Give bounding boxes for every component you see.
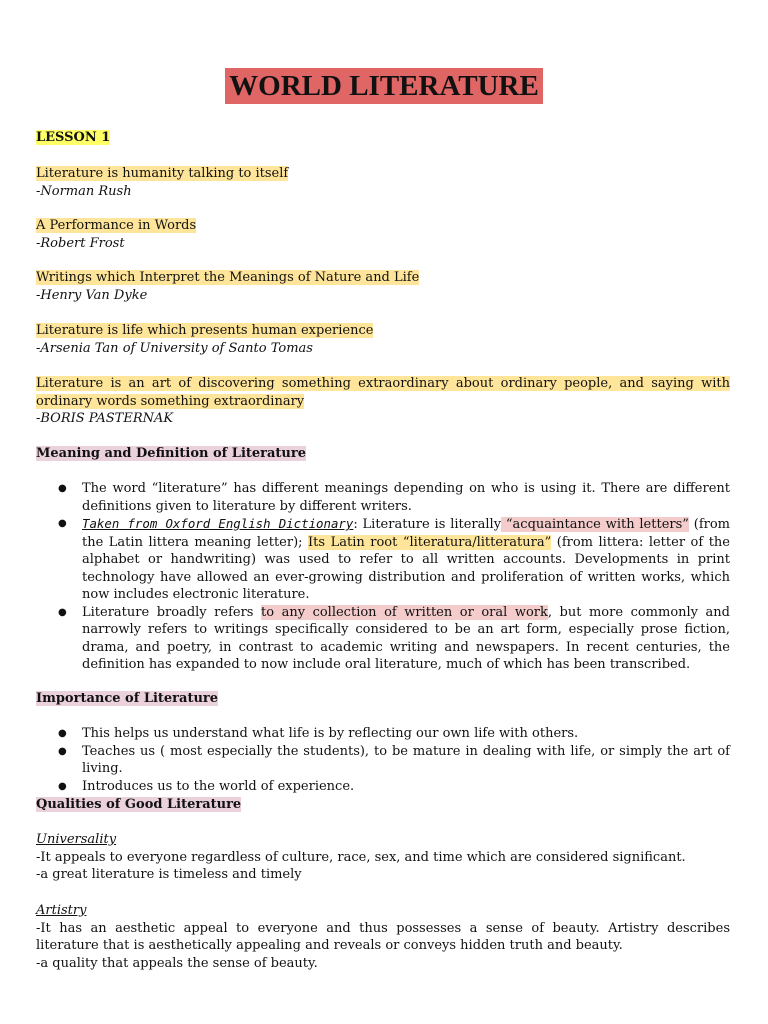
- quality-name: Universality: [36, 832, 117, 847]
- quality-line: -a quality that appeals the sense of beauty.: [36, 955, 318, 971]
- importance-heading: Importance of Literature: [36, 691, 219, 706]
- quality-name: Artistry: [36, 903, 87, 918]
- quote-1: [36, 165, 730, 200]
- quote-text: A Performance in Words: [36, 218, 197, 233]
- quote-author: -Henry Van Dyke: [36, 287, 148, 303]
- highlight: “acquaintance with letters”: [501, 517, 689, 532]
- quality-line: -a great literature is timeless and timely: [36, 867, 302, 882]
- quote-author: -Robert Frost: [36, 235, 125, 251]
- qualities-heading-wrap: [36, 796, 730, 814]
- list-item: ● Introduces us to the world of experience.: [36, 778, 730, 796]
- lesson-label-wrap: [36, 129, 730, 147]
- meaning-heading: Meaning and Definition of Literature: [36, 446, 307, 461]
- list-item: ● The word “literature” has different meanings depending on who is using it. There are different definitions given to literature by different writers.: [36, 480, 730, 515]
- quote-author: -BORIS PASTERNAK: [36, 411, 174, 426]
- quality-line: -It appeals to everyone regardless of culture, race, sex, and time which are considered significant.: [36, 849, 686, 865]
- qualities-heading: Qualities of Good Literature: [36, 797, 242, 812]
- quote-author: -Norman Rush: [36, 183, 132, 199]
- quote-text: Literature is humanity talking to itself: [36, 166, 289, 181]
- source-citation: Taken from Oxford English Dictionary: [82, 516, 354, 531]
- quote-2: [36, 217, 730, 252]
- quote-5: [36, 375, 730, 428]
- meaning-list: [36, 480, 730, 674]
- quote-author: -Arsenia Tan of University of Santo Tomas: [36, 340, 313, 356]
- page-title: WORLD LITERATURE: [225, 68, 543, 104]
- title-wrap: [0, 68, 768, 104]
- lesson-label: LESSON 1: [36, 130, 111, 145]
- importance-list: [36, 725, 730, 795]
- importance-heading-wrap: [36, 690, 730, 708]
- quote-4: [36, 322, 730, 357]
- list-item: ● Taken from Oxford English Dictionary: Literature is literally “acquaintance with letters” (from the Latin littera meaning letter); Its Latin root “literatura/litteratura” (from littera: letter of the alphabet or handwriting) was used to refer to all written accounts. Developments in print technology have allowed an ever-growing distribution and proliferation of written works, which now includes electronic literature.: [36, 515, 730, 604]
- quote-3: [36, 269, 730, 304]
- highlight: to any collection of written or oral work: [261, 604, 548, 620]
- highlight: Its Latin root “literatura/litteratura”: [308, 534, 552, 550]
- list-item: ● This helps us understand what life is by reflecting our own life with others.: [36, 725, 730, 743]
- quality-line: -It has an aesthetic appeal to everyone and thus possesses a sense of beauty. Artistry describes literature that is aesthetically appealing and reveals or conveys hidden truth and beauty.: [36, 920, 730, 953]
- list-item: ● Teaches us ( most especially the students), to be mature in dealing with life, or simply the art of living.: [36, 743, 730, 778]
- universality-section: [36, 831, 730, 884]
- quote-text: Literature is life which presents human experience: [36, 323, 374, 338]
- quote-text: Writings which Interpret the Meanings of Nature and Life: [36, 270, 420, 285]
- quote-text: Literature is an art of discovering something extraordinary about ordinary people, and saying with ordinary words something extraordinary: [36, 376, 730, 409]
- artistry-section: [36, 902, 730, 972]
- list-item: ● Literature broadly refers to any collection of written or oral work, but more commonly and narrowly refers to writings specifically considered to be an art form, especially prose fiction, drama, and poetry, in contrast to academic writing and newspapers. In recent centuries, the definition has expanded to now include oral literature, much of which has been transcribed.: [36, 604, 730, 674]
- meaning-heading-wrap: [36, 445, 730, 463]
